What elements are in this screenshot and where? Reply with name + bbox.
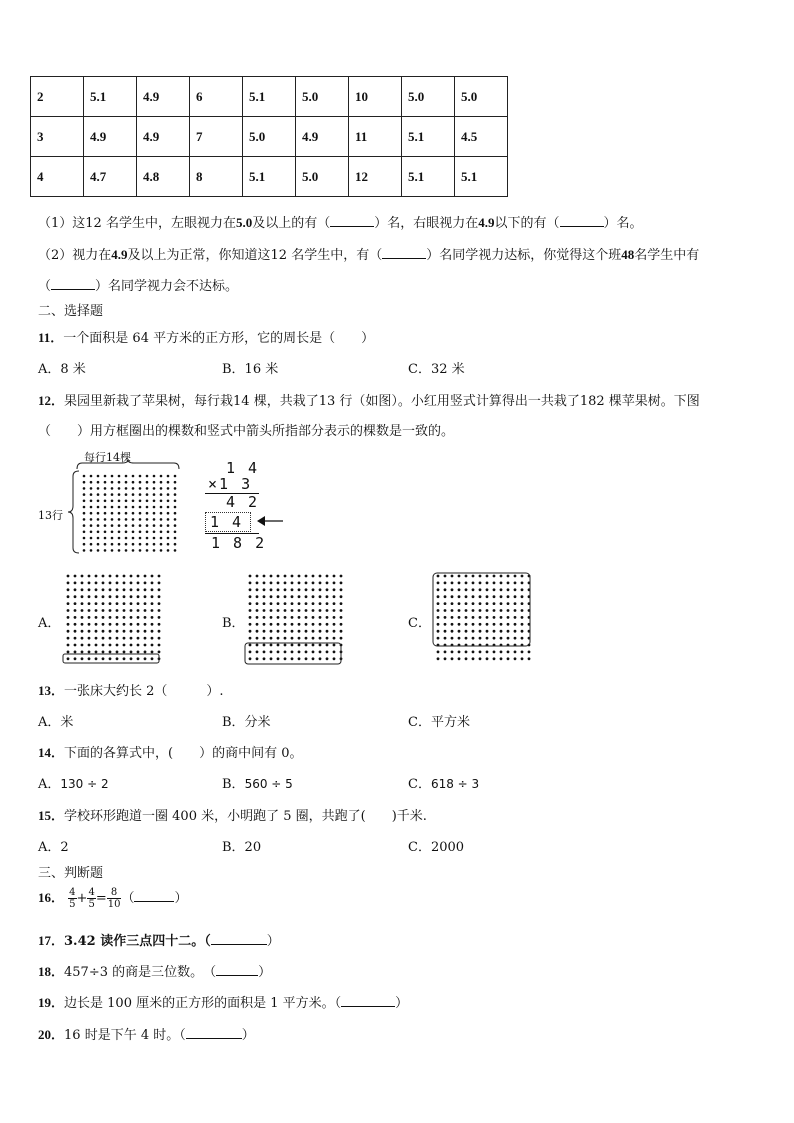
table-cell: 6 <box>190 77 243 117</box>
table-cell: 5.1 <box>402 117 455 157</box>
q13-option-b[interactable]: B．分米 <box>222 715 271 730</box>
question-12-line2: （ ）用方框圈出的棵数和竖式中箭头所指部分表示的棵数是一致的。 <box>38 424 455 439</box>
table-cell: 4.7 <box>84 157 137 197</box>
answer-blank[interactable] <box>382 258 426 259</box>
question-18: 18．457÷3 的商是三位数。 （ ） <box>38 964 272 980</box>
q12-option-b[interactable]: B． <box>222 616 245 631</box>
answer-blank[interactable] <box>134 901 174 902</box>
q11-option-c[interactable]: C．32 米 <box>408 362 465 377</box>
question-16: 16． $\frac{4}{5}$ + $\frac{4}{5}$ = $\frac{8}{10}$ （ ） <box>38 887 188 910</box>
question-19: 19．边长是 100 厘米的正方形的面积是 1 平方米。（ ） <box>38 995 409 1011</box>
vision-table <box>30 76 508 197</box>
table-cell: 5.0 <box>402 77 455 117</box>
question-13: 13．一张床大约长 2（ ）. <box>38 683 224 699</box>
table-cell: 5.0 <box>455 77 508 117</box>
answer-blank[interactable] <box>211 944 267 945</box>
table-cell: 12 <box>349 157 402 197</box>
question-17: 17．3.42 读作三点四十二。（ ） <box>38 933 280 949</box>
q11-option-b[interactable]: B．16 米 <box>222 362 279 377</box>
table-cell: 11 <box>349 117 402 157</box>
answer-blank[interactable] <box>186 1038 242 1039</box>
answer-blank[interactable] <box>330 226 374 227</box>
table-cell: 5.0 <box>243 117 296 157</box>
sub-question-2-line2: （ ）名同学视力会不达标。 <box>38 279 239 294</box>
fraction: $\frac{4}{5}$ <box>88 887 95 910</box>
table-cell: 5.1 <box>243 157 296 197</box>
q14-option-a[interactable]: A．130 ÷ 2 <box>38 777 109 792</box>
table-cell: 4 <box>31 157 84 197</box>
q14-option-b[interactable]: B．560 ÷ 5 <box>222 777 293 792</box>
arrow-left-icon <box>256 514 284 528</box>
q15-option-a[interactable]: A．2 <box>38 840 69 855</box>
table-cell: 7 <box>190 117 243 157</box>
table-cell: 5.0 <box>296 157 349 197</box>
q13-option-a[interactable]: A．米 <box>38 715 74 730</box>
q15-option-b[interactable]: B．20 <box>222 840 262 855</box>
q14-option-c[interactable]: C．618 ÷ 3 <box>408 777 480 792</box>
top-brace <box>76 460 180 470</box>
question-11: 11．一个面积是 64 平方米的正方形，它的周长是（ ） <box>38 330 375 346</box>
left-brace <box>68 470 80 554</box>
answer-blank[interactable] <box>216 975 258 976</box>
dot-grid-option-b[interactable] <box>244 572 346 668</box>
question-15: 15．学校环形跑道一圈 400 米，小明跑了 5 圈，共跑了( )千米. <box>38 808 427 824</box>
table-row <box>31 157 508 197</box>
table-cell: 4.5 <box>455 117 508 157</box>
section-choice-heading: 二、选择题 <box>38 304 104 319</box>
question-20: 20．16 时是下午 4 时。（ ） <box>38 1027 255 1043</box>
answer-blank[interactable] <box>341 1006 395 1007</box>
table-cell: 4.9 <box>137 77 190 117</box>
q13-option-c[interactable]: C．平方米 <box>408 715 470 730</box>
table-cell: 5.1 <box>84 77 137 117</box>
q12-option-c[interactable]: C． <box>408 616 431 631</box>
table-cell: 4.9 <box>84 117 137 157</box>
dot-grid-option-a[interactable] <box>62 572 166 668</box>
answer-blank[interactable] <box>560 226 604 227</box>
table-cell: 5.1 <box>243 77 296 117</box>
table-cell: 4.9 <box>137 117 190 157</box>
answer-blank[interactable] <box>51 289 95 290</box>
sub-question-1: （1）这12 名学生中，左眼视力在5.0及以上的有（ ）名，右眼视力在4.9以下的有（ ）名。 <box>38 215 643 231</box>
question-12-line1: 12．果园里新栽了苹果树，每行栽14 棵，共栽了13 行（如图）。小红用竖式计算得出一共栽了182 棵苹果树。下图 <box>38 393 700 409</box>
sub-question-2-line1: （2）视力在4.9及以上为正常，你知道这12 名学生中，有（ ）名同学视力达标，你觉得这个班48名学生中有 <box>38 247 700 263</box>
fraction: $\frac{8}{10}$ <box>107 887 121 910</box>
table-cell: 5.1 <box>402 157 455 197</box>
table-cell: 5.1 <box>455 157 508 197</box>
calc-line-1: 1 4 <box>226 459 260 477</box>
q15-option-c[interactable]: C．2000 <box>408 840 465 855</box>
table-cell: 3 <box>31 117 84 157</box>
calc-line-4: 1 4 <box>210 513 244 531</box>
table-cell: 8 <box>190 157 243 197</box>
table-cell: 4.9 <box>296 117 349 157</box>
calc-line-3: 4 2 <box>226 493 260 511</box>
table-row <box>31 117 508 157</box>
question-14: 14．下面的各算式中，( ）的商中间有 0。 <box>38 745 303 761</box>
dot-grid-option-c[interactable] <box>432 572 534 668</box>
calc-line-5: 1 8 2 <box>211 534 267 552</box>
label-rows: 13行 <box>38 509 63 522</box>
table-cell: 10 <box>349 77 402 117</box>
fraction: $\frac{4}{5}$ <box>69 887 76 910</box>
label-per-row: 每行14棵 <box>84 451 131 464</box>
q12-option-a[interactable]: A． <box>38 616 61 631</box>
table-row <box>31 77 508 117</box>
dot-grid-main <box>80 472 184 556</box>
table-cell: 2 <box>31 77 84 117</box>
q11-option-a[interactable]: A．8 米 <box>38 362 86 377</box>
section-judge-heading: 三、判断题 <box>38 866 104 881</box>
table-cell: 5.0 <box>296 77 349 117</box>
calc-line-2: ×1 3 <box>208 475 253 493</box>
table-cell: 4.8 <box>137 157 190 197</box>
